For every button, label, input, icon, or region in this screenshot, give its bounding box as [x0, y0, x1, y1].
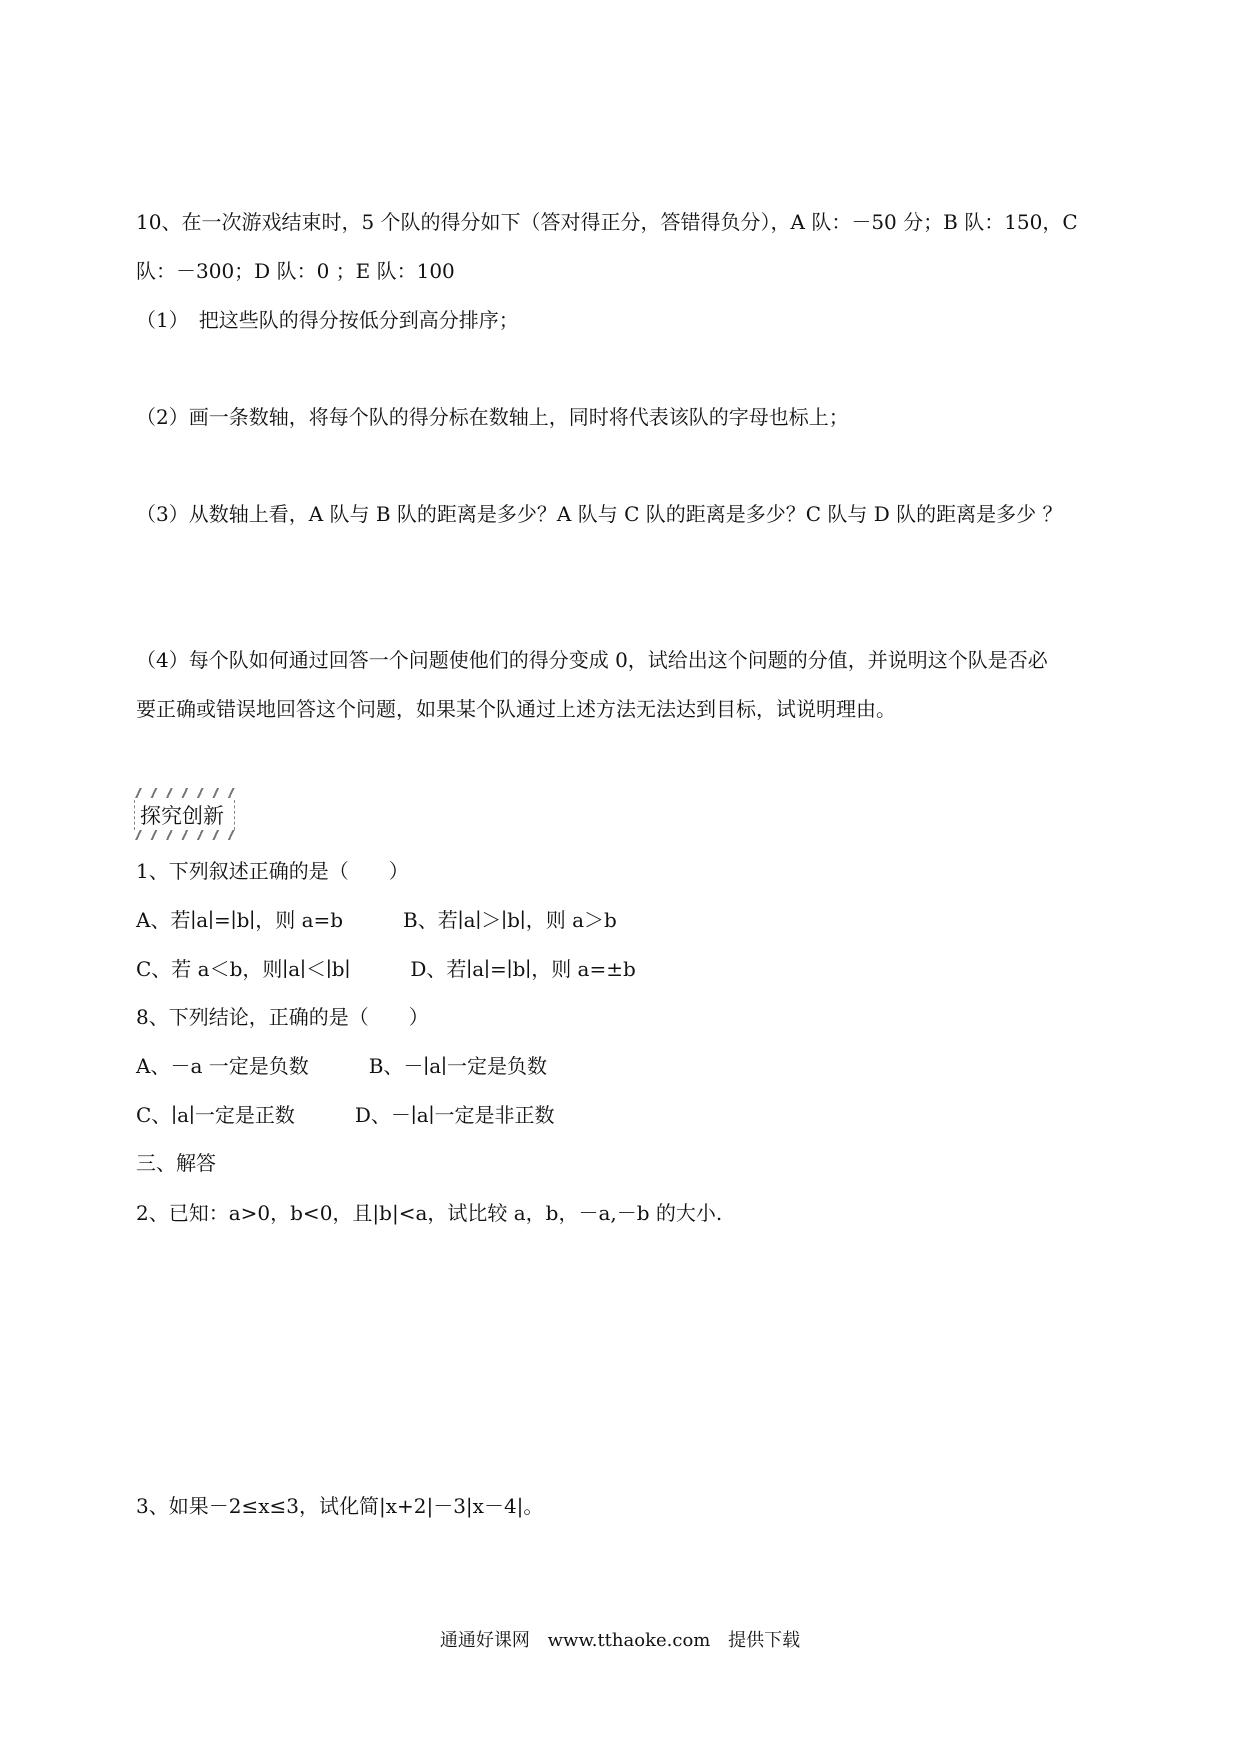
question-1-options-cd: C、若 a＜b，则∣a∣＜∣b∣ D、若∣a∣=∣b∣，则 a=±b — [136, 957, 636, 981]
question-10-part-4-line-2: 要正确或错误地回答这个问题，如果某个队通过上述方法无法达到目标，试说明理由。 — [136, 697, 896, 721]
question-8-stem: 8、下列结论，正确的是（ ） — [136, 1005, 429, 1029]
footer-site-name: 通通好课网 — [439, 1630, 530, 1651]
question-1-options-ab: A、若∣a∣=∣b∣，则 a=b B、若∣a∣＞∣b∣，则 a＞b — [136, 908, 617, 932]
footer-url[interactable]: www.tthaoke.com — [547, 1630, 711, 1651]
part-3-heading: 三、解答 — [136, 1151, 216, 1175]
question-10-line-1: 10、在一次游戏结束时，5 个队的得分如下（答对得正分，答错得负分），A 队：－50 分；B 队：150，C — [136, 210, 1078, 234]
question-1-stem: 1、下列叙述正确的是（ ） — [136, 859, 409, 883]
section-decoration-bottom — [132, 830, 236, 840]
footer-note: 提供下载 — [728, 1630, 801, 1651]
question-8-options-cd: C、∣a∣一定是正数 D、－∣a∣一定是非正数 — [136, 1103, 555, 1127]
page-footer — [0, 1629, 1240, 1653]
question-10-part-2: （2）画一条数轴，将每个队的得分标在数轴上，同时将代表该队的字母也标上； — [136, 405, 849, 429]
question-10-part-1: （1） 把这些队的得分按低分到高分排序； — [136, 308, 519, 332]
question-10-part-4-line-1: （4）每个队如何通过回答一个问题使他们的得分变成 0，试给出这个问题的分值，并说明这个队是否必 — [136, 648, 1048, 672]
question-3-text: 3、如果－2≤x≤3，试化简|x+2|－3|x－4|。 — [136, 1494, 544, 1518]
question-10-line-2: 队：－300；D 队：0 ；E 队：100 — [136, 259, 455, 283]
section-decoration-right — [234, 800, 236, 830]
section-decoration-top — [132, 788, 236, 798]
question-8-options-ab: A、－a 一定是负数 B、－∣a∣一定是负数 — [136, 1054, 547, 1078]
section-title: 探究创新 — [140, 804, 224, 828]
question-2-text: 2、已知：a>0，b<0，且|b|<a，试比较 a，b，－a,－b 的大小. — [136, 1201, 723, 1225]
question-10-part-3: （3）从数轴上看，A 队与 B 队的距离是多少？A 队与 C 队的距离是多少？C 队与 D 队的距离是多少 ？ — [136, 502, 1063, 526]
